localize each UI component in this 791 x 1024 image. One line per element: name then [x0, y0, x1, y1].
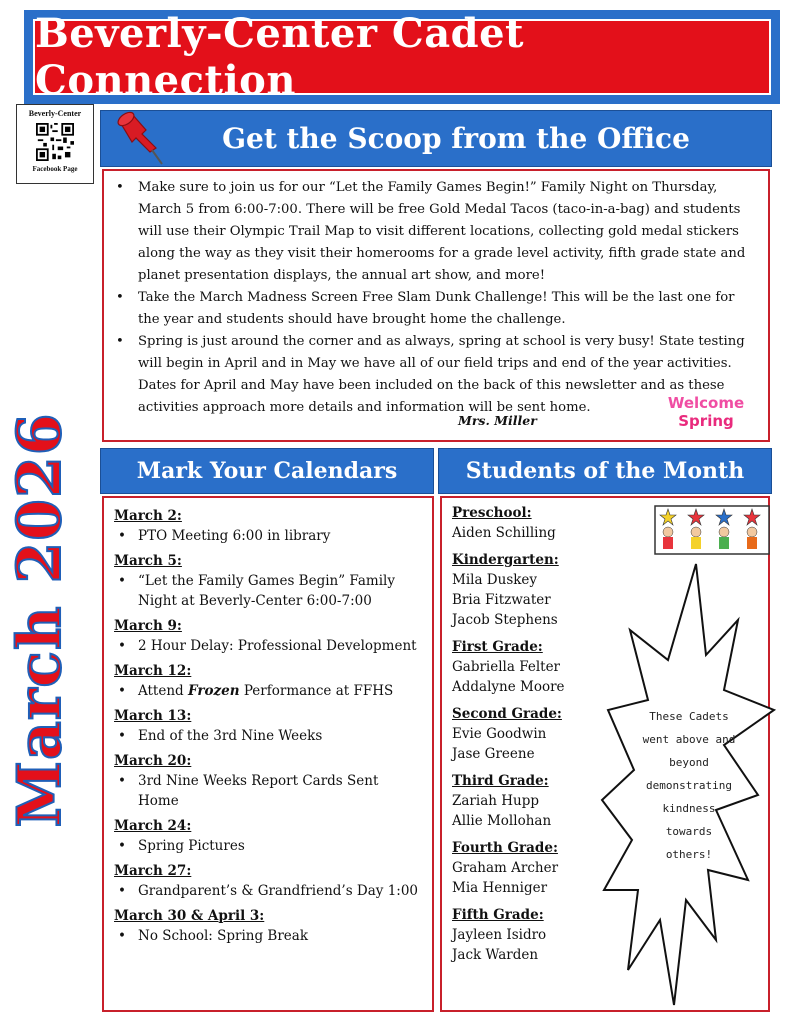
calendar-event: • PTO Meeting 6:00 in library	[114, 526, 422, 546]
office-bullet: • Take the March Madness Screen Free Slam Dunk Challenge! This will be the last one for the year and students should have brought home the challenge.	[138, 287, 756, 331]
students-heading-bar	[438, 448, 772, 494]
student-name: Allie Mollohan	[452, 813, 552, 829]
student-name: Graham Archer	[452, 860, 559, 876]
starburst-caption	[625, 705, 753, 866]
office-heading-bar	[100, 110, 772, 167]
grade-label: Kindergarten:	[452, 552, 559, 568]
masthead-inner	[33, 10, 771, 104]
calendar-date: March 12:	[114, 663, 192, 679]
newsletter-title: Beverly-Center Cadet Connection	[35, 10, 525, 104]
burst-line: others!	[665, 848, 713, 861]
facebook-qr-card[interactable]	[16, 104, 94, 184]
office-heading: Get the Scoop from the Office	[222, 122, 690, 155]
student-name: Gabriella Felter	[452, 659, 561, 675]
student-name: Jayleen Isidro	[452, 927, 547, 943]
masthead	[24, 10, 780, 104]
student-name: Jacob Stephens	[452, 612, 558, 628]
qr-bottom-label: Facebook Page	[32, 165, 78, 173]
student-name: Bria Fitzwater	[452, 592, 551, 608]
student-name: Aiden Schilling	[452, 525, 556, 541]
student-name: Zariah Hupp	[452, 793, 539, 809]
calendar-event	[114, 681, 422, 701]
grade-label: Second Grade:	[452, 706, 562, 722]
student-name: Mia Henniger	[452, 880, 548, 896]
qr-code-icon	[36, 123, 74, 161]
office-bullet-list	[138, 177, 756, 419]
event-text-prefix: Attend	[138, 683, 188, 699]
calendar-date: March 27:	[114, 863, 192, 879]
burst-line: beyond	[669, 756, 709, 769]
student-name: Jack Warden	[452, 947, 539, 963]
calendar-event: • “Let the Family Games Begin” Family Night at Beverly-Center 6:00-7:00	[114, 571, 422, 611]
burst-line: kindness	[662, 802, 716, 815]
grade-label: Preschool:	[452, 505, 532, 521]
calendar-event: • 2 Hour Delay: Professional Development	[114, 636, 422, 656]
calendar-date: March 5:	[114, 553, 182, 569]
burst-line: went above and	[642, 733, 736, 746]
qr-top-label: Beverly-Center	[28, 109, 82, 118]
calendar-date: March 9:	[114, 618, 182, 634]
welcome-word: Welcome	[667, 394, 745, 412]
calendar-heading: Mark Your Calendars	[136, 458, 398, 484]
calendar-event: • End of the 3rd Nine Weeks	[114, 726, 422, 746]
calendar-event: • 3rd Nine Weeks Report Cards Sent Home	[114, 771, 422, 811]
office-bullet: • Spring is just around the corner and as always, spring at school is very busy! State testing will begin in April and in May we have all of our field trips and end of the year activities. Dates for April and May have been included on the back of this newsletter and as these activities approach more details and information will be sent home.	[138, 331, 756, 419]
spring-word: Spring	[678, 412, 734, 430]
grade-label: Fifth Grade:	[452, 907, 544, 923]
office-bullet: • Make sure to join us for our “Let the Family Games Begin!” Family Night on Thursday, March 5 from 6:00-7:00. There will be free Gold Medal Tacos (taco-in-a-bag) and students will use their Olympic Trail Map to visit different locations, collecting gold medal stickers along the way as they visit their homerooms for a grade level activity, fifth grade state and planet presentation displays, the annual art show, and more!	[138, 177, 756, 287]
burst-line: demonstrating	[645, 779, 733, 792]
pushpin-icon	[112, 108, 166, 170]
calendar-heading-bar	[100, 448, 434, 494]
principal-signature: Mrs. Miller	[458, 413, 537, 428]
burst-line: towards	[665, 825, 713, 838]
kids-with-stars-icon	[654, 505, 770, 555]
student-name: Addalyne Moore	[452, 679, 565, 695]
grade-label: First Grade:	[452, 639, 543, 655]
grade-label: Fourth Grade:	[452, 840, 558, 856]
student-name: Evie Goodwin	[452, 726, 547, 742]
calendar-event: • No School: Spring Break	[114, 926, 422, 946]
event-text-emphasis: Frozen	[187, 683, 240, 699]
student-name: Mila Duskey	[452, 572, 538, 588]
calendar-date: March 30 & April 3:	[114, 908, 265, 924]
calendar-date: March 24:	[114, 818, 192, 834]
grade-label: Third Grade:	[452, 773, 549, 789]
month-label-text: March 2026	[5, 412, 75, 828]
event-text-suffix: Performance at FFHS	[239, 683, 394, 699]
calendar-box	[102, 496, 434, 1012]
month-label-vertical	[0, 412, 80, 828]
calendar-date: March 2:	[114, 508, 182, 524]
calendar-event: • Grandparent’s & Grandfriend’s Day 1:00	[114, 881, 422, 901]
burst-line: These Cadets	[649, 710, 729, 723]
student-name: Jase Greene	[452, 746, 535, 762]
calendar-date: March 13:	[114, 708, 192, 724]
calendar-date: March 20:	[114, 753, 192, 769]
calendar-event: • Spring Pictures	[114, 836, 422, 856]
students-heading: Students of the Month	[465, 458, 745, 484]
welcome-spring-graphic	[650, 394, 762, 438]
